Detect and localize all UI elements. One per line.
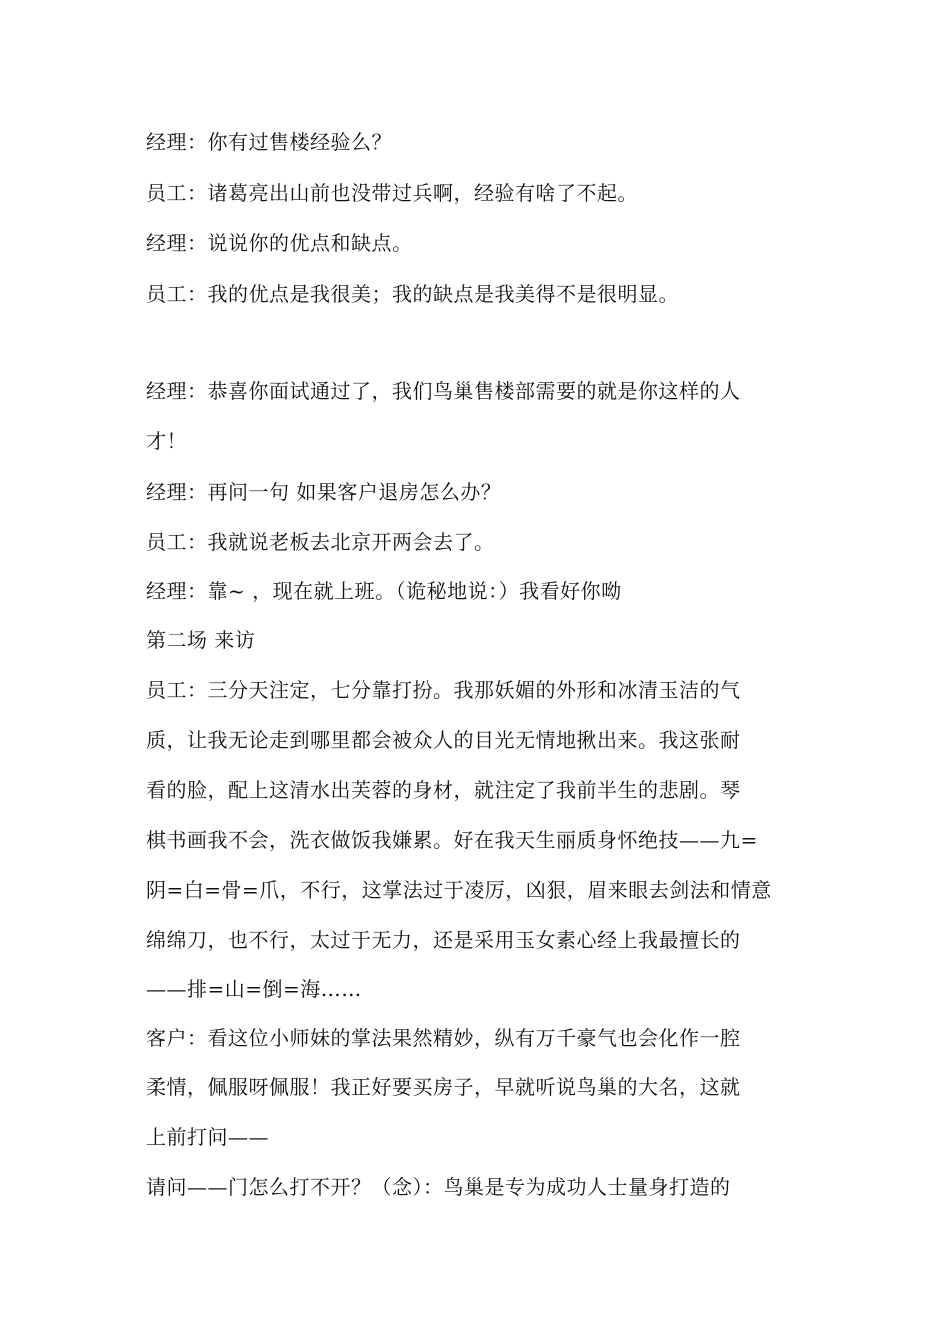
dialogue-line: 看的脸，配上这清水出芙蓉的身材，就注定了我前半生的悲剧。琴 [146, 778, 741, 802]
dialogue-line: 质，让我无论走到哪里都会被众人的目光无情地揪出来。我这张耐 [146, 728, 741, 752]
dialogue-line: 经理：恭喜你面试通过了，我们鸟巢售楼部需要的就是你这样的人 [146, 379, 741, 403]
dialogue-line: 员工：三分天注定，七分靠打扮。我那妖媚的外形和冰清玉洁的气 [146, 678, 741, 702]
dialogue-line: 员工：我的优点是我很美；我的缺点是我美得不是很明显。 [146, 282, 679, 306]
dialogue-line: 经理：靠~ ，现在就上班。（诡秘地说：）我看好你呦 [146, 579, 622, 603]
dialogue-line: 客户：看这位小师妹的掌法果然精妙，纵有万千豪气也会化作一腔 [146, 1026, 741, 1050]
dialogue-line: 绵绵刀，也不行，太过于无力，还是采用玉女素心经上我最擅长的 [146, 928, 741, 952]
dialogue-line: 员工：诸葛亮出山前也没带过兵啊，经验有啥了不起。 [146, 181, 638, 205]
dialogue-line: 才！ [146, 429, 187, 453]
dialogue-line: 经理：说说你的优点和缺点。 [146, 231, 413, 255]
dialogue-line: 员工：我就说老板去北京开两会去了。 [146, 530, 495, 554]
dialogue-line: 上前打问—— [146, 1125, 269, 1149]
dialogue-line: 棋书画我不会，洗衣做饭我嫌累。好在我天生丽质身怀绝技——九= [146, 828, 758, 852]
dialogue-line: 阴=白=骨=爪，不行，这掌法过于凌厉，凶狠，眉来眼去剑法和情意 [146, 878, 772, 902]
dialogue-line: ——排=山=倒=海…… [146, 977, 362, 1001]
scene-heading: 第二场 来访 [146, 628, 256, 652]
dialogue-line: 请问——门怎么打不开？（念）：鸟巢是专为成功人士量身打造的 [146, 1175, 731, 1199]
dialogue-line: 经理：再问一句 如果客户退房怎么办？ [146, 480, 502, 504]
dialogue-line: 柔情，佩服呀佩服！我正好要买房子，早就听说鸟巢的大名，这就 [146, 1075, 741, 1099]
dialogue-line: 经理：你有过售楼经验么？ [146, 130, 392, 154]
